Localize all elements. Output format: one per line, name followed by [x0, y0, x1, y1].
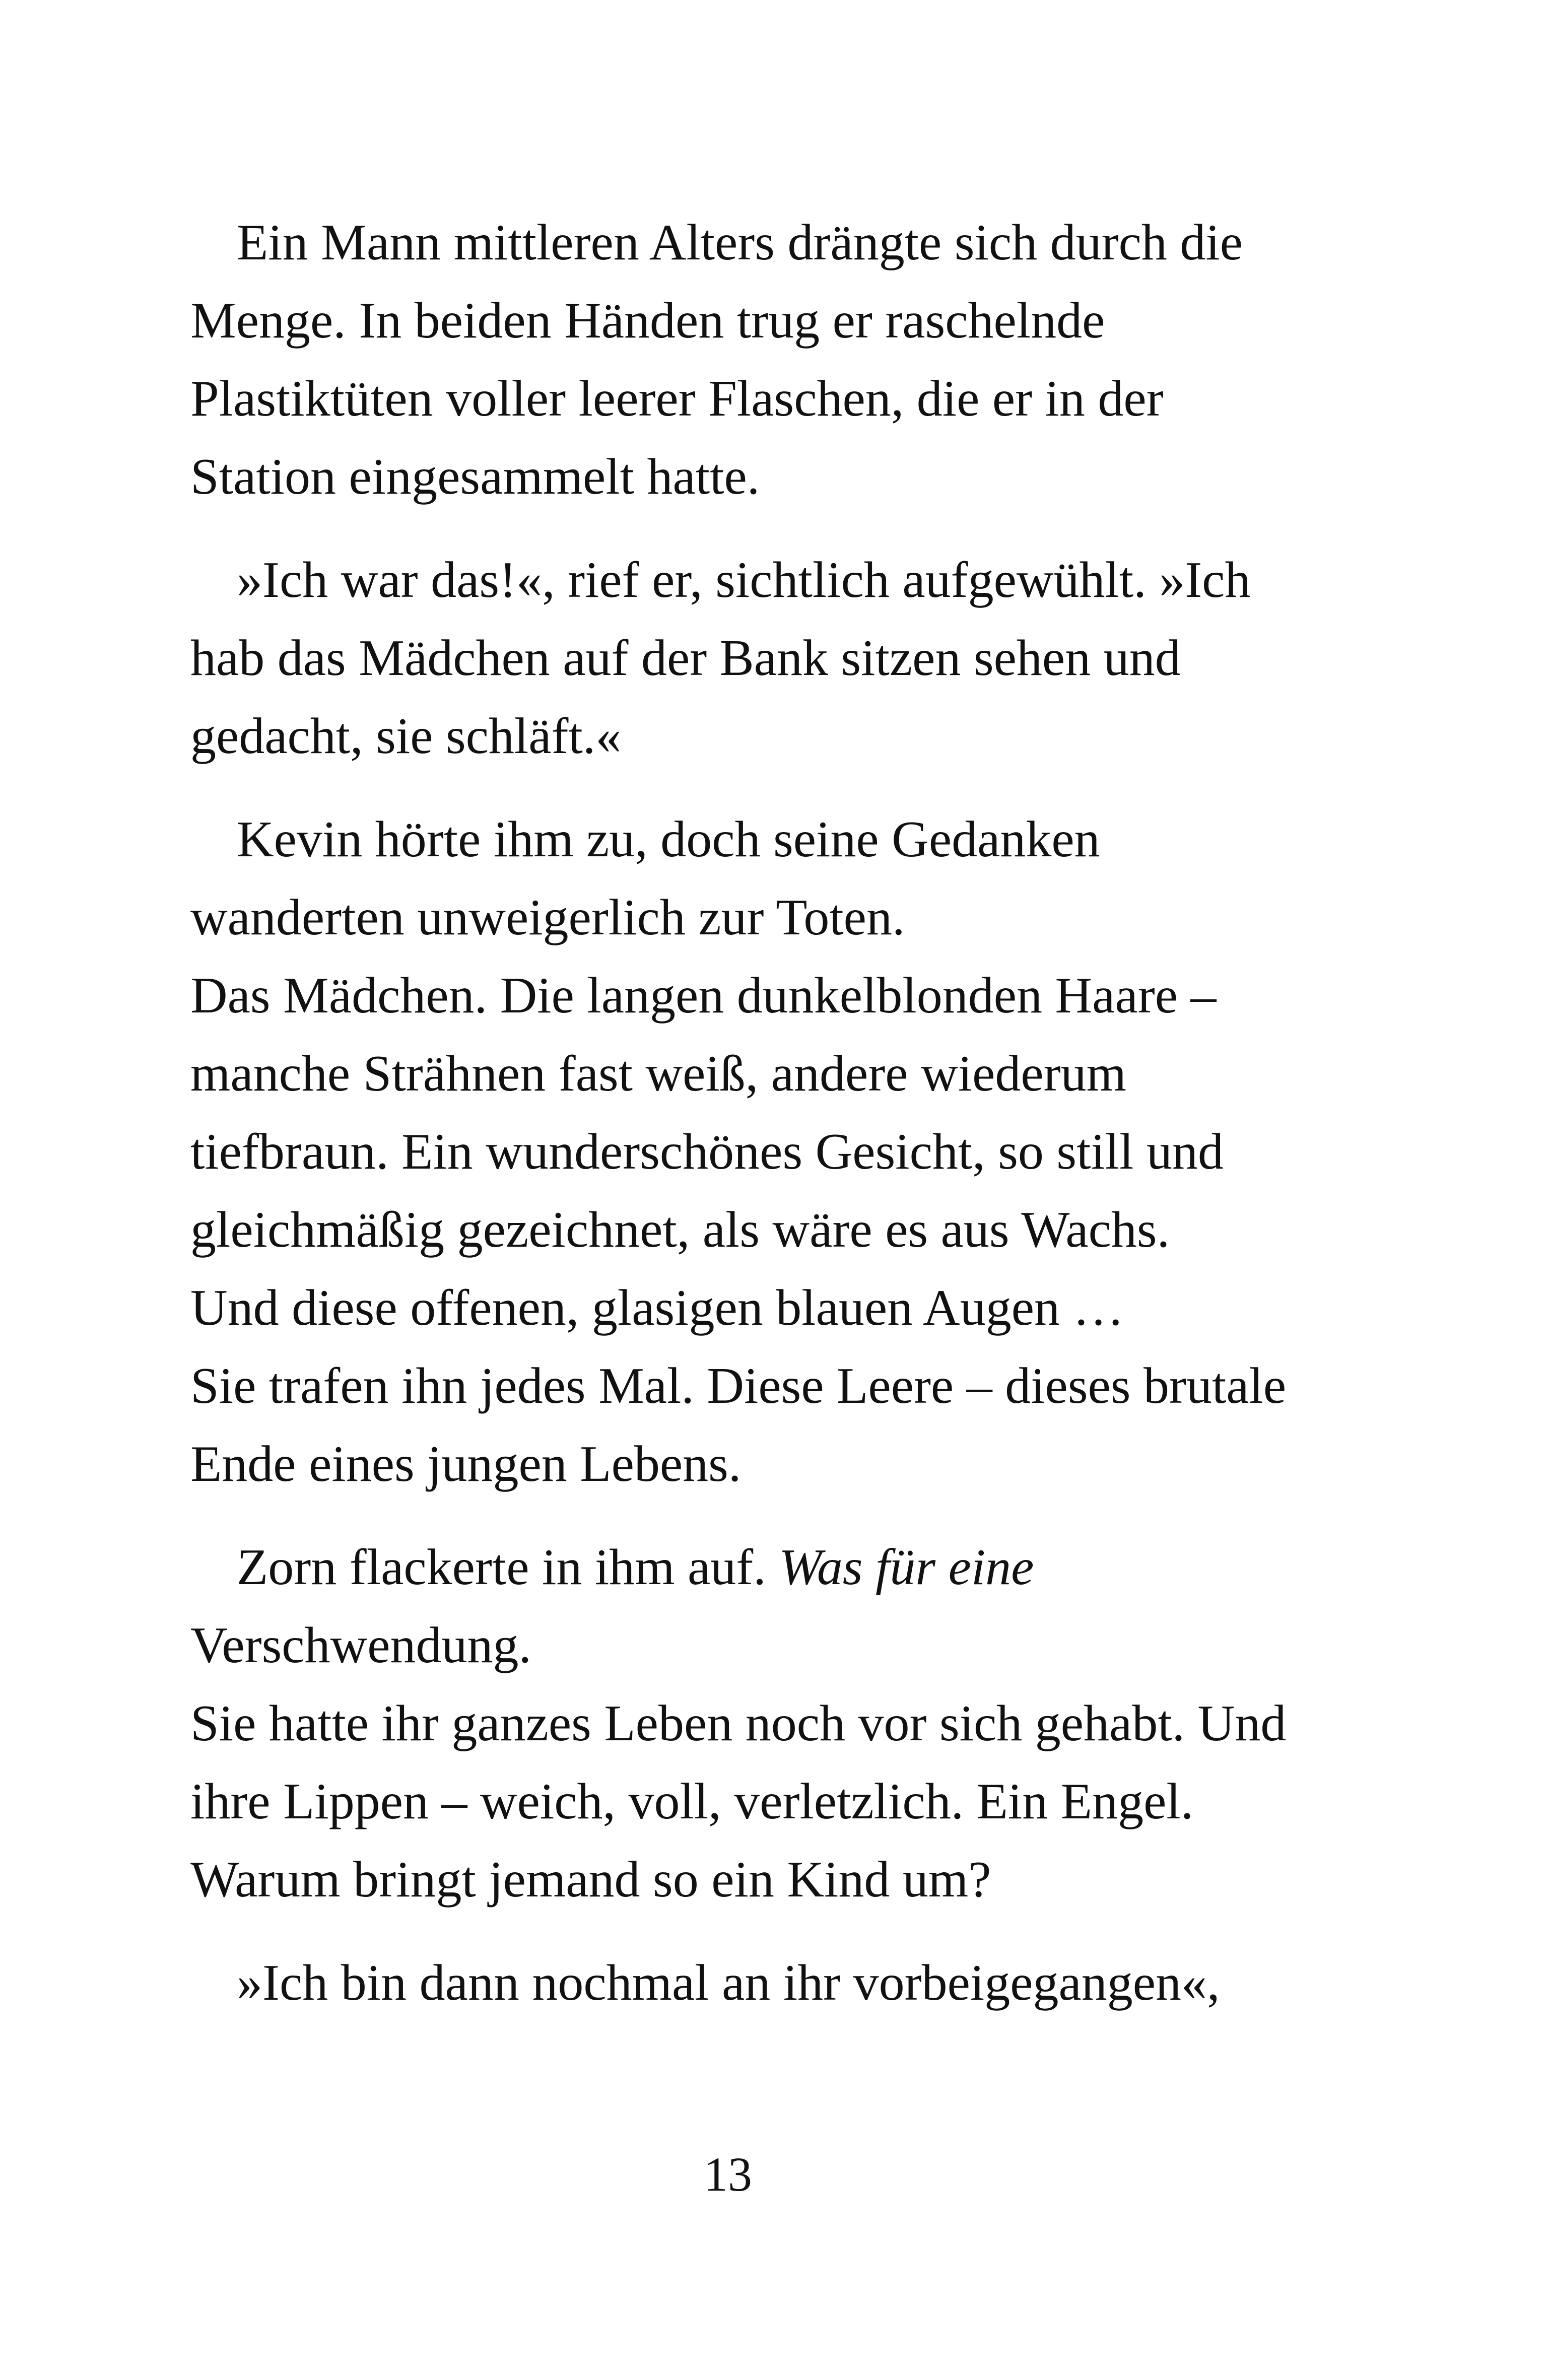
text-line: wanderten unweigerlich zur Toten.	[190, 889, 905, 946]
text-line: Ende eines jungen Lebens.	[190, 1436, 742, 1492]
text-line: gleichmäßig gezeichnet, als wäre es aus Wachs.	[190, 1201, 1170, 1258]
body-text	[190, 203, 1364, 2047]
text-line: Sie hatte ihr ganzes Leben noch vor sich gehabt. Und	[190, 1695, 1287, 1752]
text-line: »Ich war das!«, rief er, sichtlich aufgewühlt. »Ich	[237, 552, 1251, 608]
paragraph-2	[190, 541, 1364, 775]
text-line: Und diese offenen, glasigen blauen Augen …	[190, 1279, 1124, 1336]
paragraph-3	[190, 800, 1364, 1503]
paragraph-1	[190, 203, 1364, 516]
text-line-italic: Verschwendung.	[190, 1617, 531, 1674]
paragraph-4	[190, 1528, 1364, 1919]
text-line: Kevin hörte ihm zu, doch seine Gedanken	[237, 811, 1100, 868]
text-line: Das Mädchen. Die langen dunkelblonden Haare –	[190, 967, 1217, 1024]
page-number: 13	[704, 2147, 752, 2201]
text-line: tiefbraun. Ein wunderschönes Gesicht, so still und	[190, 1123, 1224, 1180]
text-line	[190, 1528, 1364, 1606]
text-line: Plastiktüten voller leerer Flaschen, die er in der	[190, 370, 1164, 427]
text-line: Menge. In beiden Händen trug er raschelnde	[190, 292, 1105, 349]
italic-run: Was für eine	[779, 1539, 1034, 1596]
text-line: ihre Lippen – weich, voll, verletzlich. Ein Engel.	[190, 1773, 1194, 1830]
paragraph-5	[190, 1944, 1364, 2022]
text-line: Station eingesammelt hatte.	[190, 448, 760, 505]
text-line: hab das Mädchen auf der Bank sitzen sehen und	[190, 630, 1181, 687]
text-line: Sie trafen ihn jedes Mal. Diese Leere – dieses brutale	[190, 1357, 1287, 1414]
text-line: »Ich bin dann nochmal an ihr vorbeigegangen«,	[237, 1954, 1220, 2011]
text-line: Ein Mann mittleren Alters drängte sich durch die	[237, 214, 1243, 271]
text-line: gedacht, sie schläft.«	[190, 708, 622, 765]
text-line: manche Strähnen fast weiß, andere wiederum	[190, 1045, 1126, 1102]
text-line: Warum bringt jemand so ein Kind um?	[190, 1851, 991, 1908]
text-run: Zorn flackerte in ihm auf.	[237, 1539, 779, 1596]
